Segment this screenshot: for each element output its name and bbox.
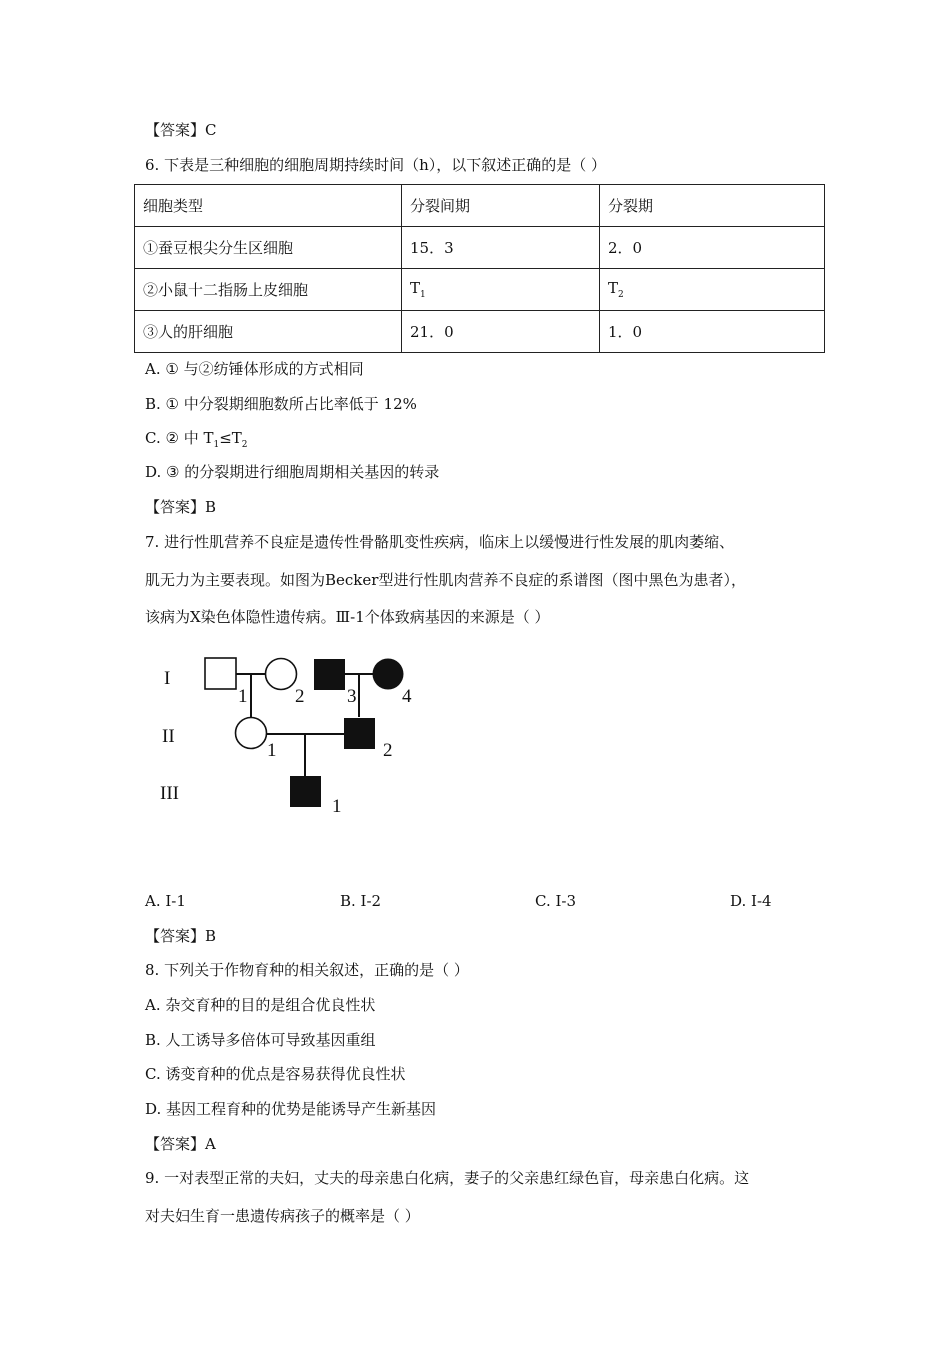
table-cell: ③人的肝细胞 — [135, 311, 402, 353]
generation-label: III — [160, 783, 179, 804]
individual-label: 2 — [383, 740, 393, 761]
pedigree-chart — [150, 650, 430, 820]
answer-7: 【答案】B — [145, 927, 217, 945]
affected-male — [344, 718, 375, 749]
option-8b: B. 人工诱导多倍体可导致基因重组 — [145, 1031, 376, 1049]
individual-label: 3 — [347, 686, 357, 707]
table-row — [135, 269, 825, 311]
individual-label: 1 — [238, 686, 248, 707]
question-7-stem: 肌无力为主要表现。如图为Becker型进行性肌肉营养不良症的系谱图（图中黑色为患者）， — [145, 571, 746, 589]
table-cell — [402, 269, 600, 311]
table-header-cell: 细胞类型 — [135, 185, 402, 227]
t-subscript: 1 — [420, 290, 426, 300]
table-row — [135, 227, 825, 269]
generation-label: I — [164, 668, 171, 689]
individual-label: 1 — [267, 740, 277, 761]
t-subscript: 1 — [213, 440, 220, 450]
option-6c-text: ≤T — [219, 429, 242, 447]
table-row — [135, 311, 825, 353]
table-cell — [600, 269, 825, 311]
healthy-male — [205, 658, 236, 689]
table-header-cell: 分裂期 — [600, 185, 825, 227]
answer-5: 【答案】C — [145, 121, 217, 139]
individual-label: 1 — [332, 796, 342, 817]
option-8d: D. 基因工程育种的优势是能诱导产生新基因 — [145, 1100, 437, 1118]
table-cell: 15．3 — [402, 227, 600, 269]
affected-male — [314, 659, 345, 690]
option-6a: A. ① 与②纺锤体形成的方式相同 — [145, 360, 364, 378]
affected-male — [290, 776, 321, 807]
table-header-cell: 分裂间期 — [402, 185, 600, 227]
table-cell: ②小鼠十二指肠上皮细胞 — [135, 269, 402, 311]
question-7-stem: 7. 进行性肌营养不良症是遗传性骨骼肌变性疾病，临床上以缓慢进行性发展的肌肉萎缩、 — [145, 533, 735, 551]
question-6-stem: 6. 下表是三种细胞的细胞周期持续时间（h），以下叙述正确的是（ ） — [145, 156, 607, 174]
t-subscript: 2 — [241, 440, 248, 450]
answer-8: 【答案】A — [145, 1135, 216, 1153]
t-symbol: T — [608, 279, 619, 297]
t-symbol: T — [410, 279, 421, 297]
individual-label: 2 — [295, 686, 305, 707]
affected-female — [373, 659, 404, 690]
option-7a: A. Ⅰ-1 — [145, 892, 186, 910]
table-cell: 21．0 — [402, 311, 600, 353]
option-6c-text: C. ② 中 T — [145, 429, 214, 447]
question-7-stem: 该病为X染色体隐性遗传病。Ⅲ-1个体致病基因的来源是（ ） — [145, 608, 550, 626]
option-7c: C. Ⅰ-3 — [535, 892, 577, 910]
question-8-stem: 8. 下列关于作物育种的相关叙述，正确的是（ ） — [145, 961, 469, 979]
table-header-row — [135, 185, 825, 227]
table-cell: 1．0 — [600, 311, 825, 353]
option-7b: B. Ⅰ-2 — [340, 892, 382, 910]
healthy-female — [236, 718, 267, 749]
option-6b: B. ① 中分裂期细胞数所占比率低于 12% — [145, 395, 417, 413]
option-8c: C. 诱变育种的优点是容易获得优良性状 — [145, 1065, 406, 1083]
cell-cycle-table — [134, 184, 825, 353]
option-6c — [145, 428, 248, 455]
healthy-female — [266, 659, 297, 690]
table-cell: 2．0 — [600, 227, 825, 269]
option-7d: D. Ⅰ-4 — [730, 892, 772, 910]
generation-label: II — [162, 726, 175, 747]
option-6d: D. ③ 的分裂期进行细胞周期相关基因的转录 — [145, 463, 440, 481]
answer-6: 【答案】B — [145, 498, 217, 516]
t-subscript: 2 — [618, 290, 624, 300]
table-cell: ①蚕豆根尖分生区细胞 — [135, 227, 402, 269]
question-9-stem: 9. 一对表型正常的夫妇，丈夫的母亲患白化病，妻子的父亲患红绿色盲，母亲患白化病。这 — [145, 1169, 750, 1187]
individual-label: 4 — [402, 686, 412, 707]
question-9-stem: 对夫妇生育一患遗传病孩子的概率是（ ） — [145, 1207, 420, 1225]
option-8a: A. 杂交育种的目的是组合优良性状 — [145, 996, 376, 1014]
